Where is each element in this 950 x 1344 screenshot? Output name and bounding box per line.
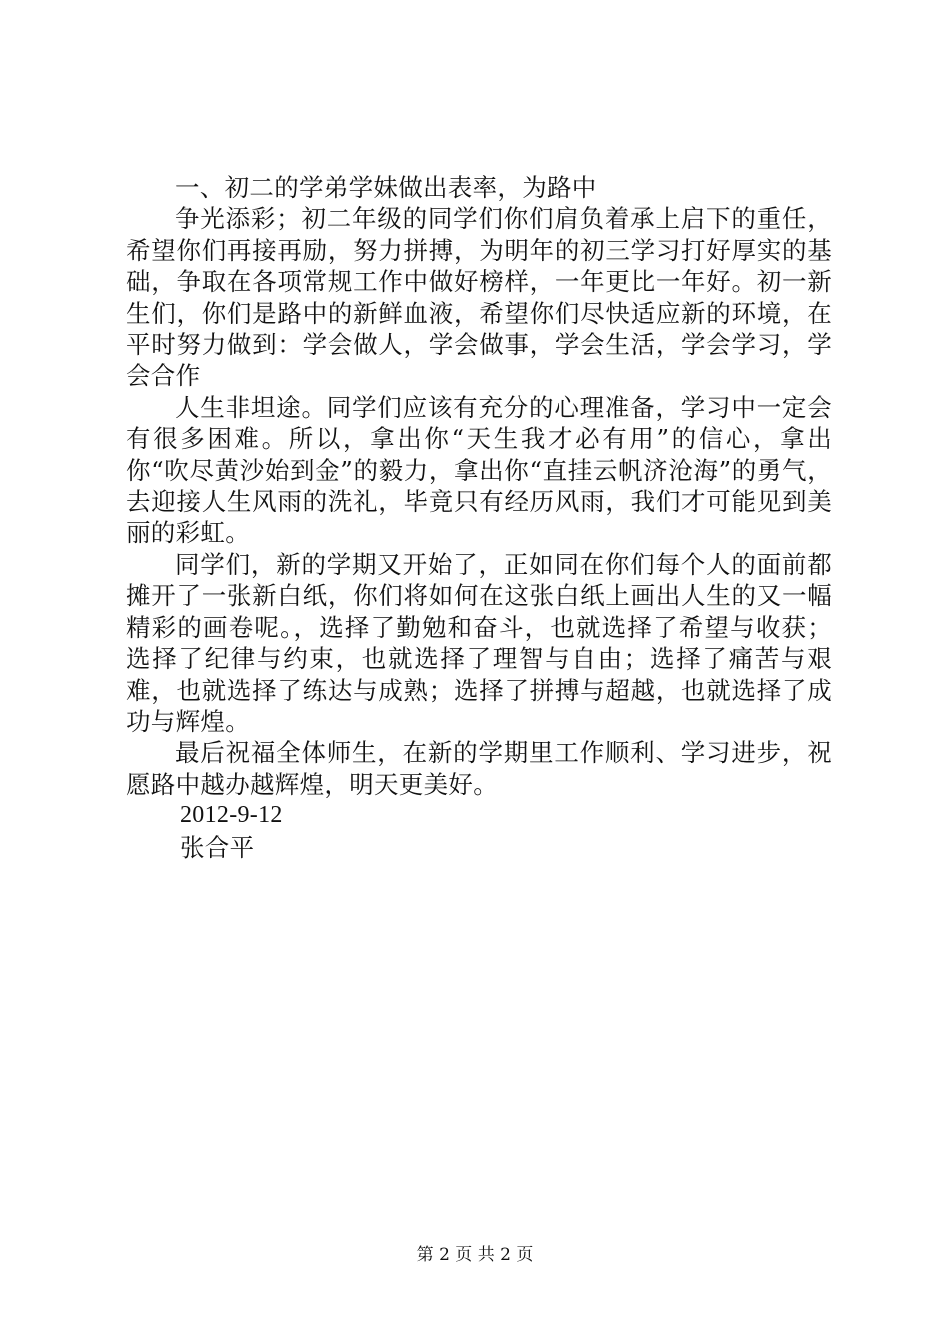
signature-author: 张合平 xyxy=(180,832,255,862)
paragraph-new-semester: 同学们，新的学期又开始了，正如同在你们每个人的面前都摊开了一张新白纸，你们将如何在这张白纸上画出人生的又一幅精彩的画卷呢。，选择了勤勉和奋斗，也就选择了希望与收获；选择了纪律与约束，也就选择了理智与自由；选择了痛苦与艰难，也就选择了练达与成熟；选择了拼搏与超越，也就选择了成功与辉煌。 xyxy=(126,549,832,736)
paragraph-grade-two: 争光添彩；初二年级的同学们你们肩负着承上启下的重任，希望你们再接再励，努力拼搏，为明年的初三学习打好厚实的基础，争取在各项常规工作中做好榜样，一年更比一年好。初一新生们，你们是路中的新鲜血液，希望你们尽快适应新的环境，在平时努力做到：学会做人，学会做事，学会生活，学会学习，学会合作 xyxy=(126,204,832,391)
paragraph-closing-wishes: 最后祝福全体师生，在新的学期里工作顺利、学习进步，祝愿路中越办越辉煌，明天更美好。 xyxy=(126,738,832,799)
paragraph-heading: 一、初二的学弟学妹做出表率，为路中 xyxy=(175,173,597,202)
paragraph-life-path: 人生非坦途。同学们应该有充分的心理准备，学习中一定会有很多困难。所以，拿出你“天生我才必有用”的信心，拿出你“吹尽黄沙始到金”的毅力，拿出你“直挂云帆济沧海”的勇气，去迎接人生风雨的洗礼，毕竟只有经历风雨，我们才可能见到美丽的彩虹。 xyxy=(126,392,832,548)
document-body xyxy=(126,172,832,863)
signature-date: 2012-9-12 xyxy=(180,802,283,829)
page-number-footer: 第 2 页 共 2 页 xyxy=(416,1245,534,1265)
